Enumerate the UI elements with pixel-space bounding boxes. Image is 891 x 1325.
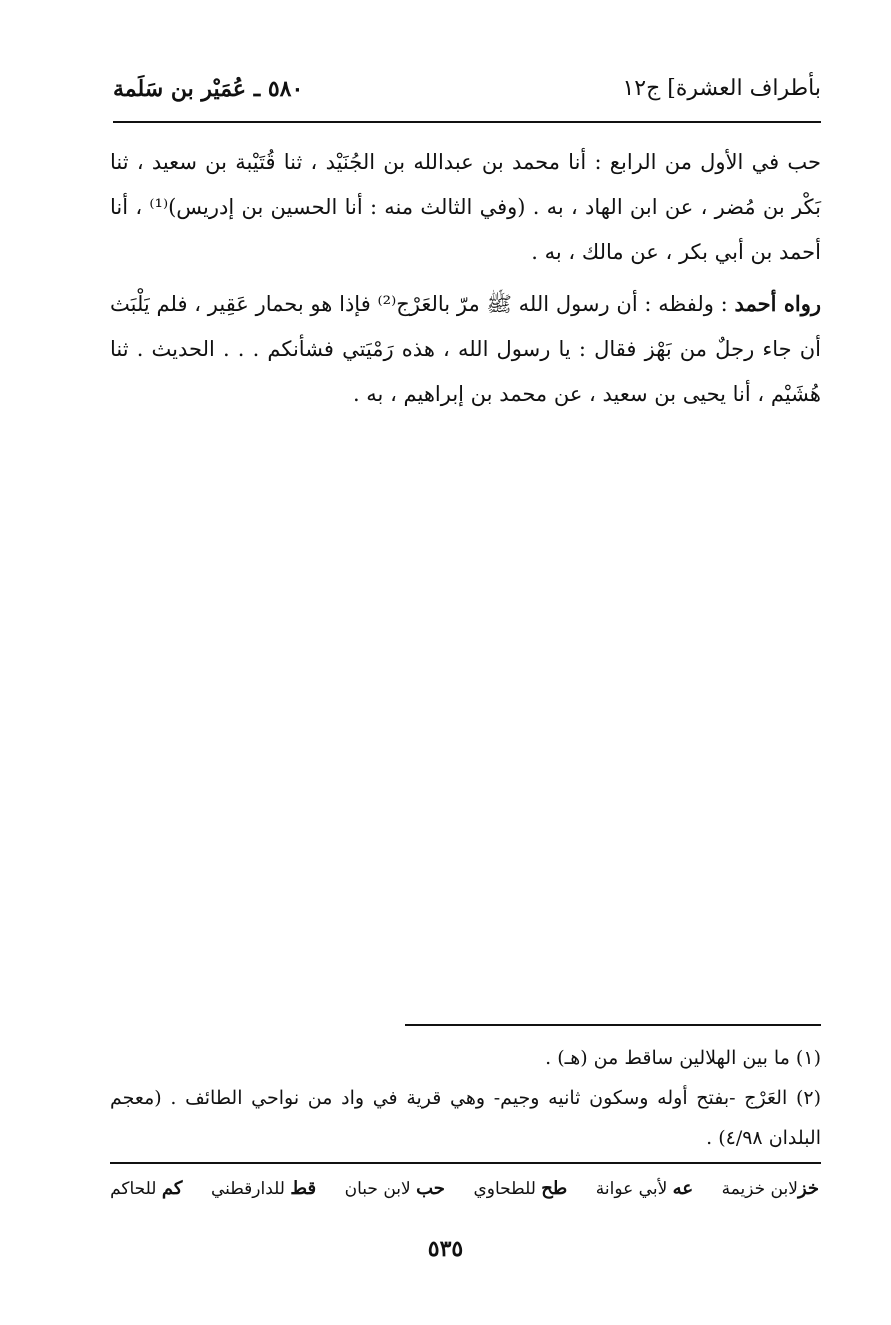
- footnote-rule: [405, 1024, 821, 1026]
- paragraph-2-lead: رواه أحمد: [734, 291, 821, 316]
- running-header-book: بأطراف العشرة] ج١٢: [622, 76, 821, 101]
- sources-rule: [110, 1162, 821, 1164]
- footnotes: [110, 1038, 821, 1158]
- source-item: [110, 1178, 182, 1199]
- paragraph-2: [110, 281, 821, 417]
- source-item: [473, 1178, 567, 1199]
- source-label: لأبي عوانة: [595, 1179, 668, 1199]
- source-code: طح: [541, 1178, 568, 1199]
- source-item: [211, 1178, 316, 1199]
- source-code: حب: [416, 1178, 445, 1199]
- paragraph-2-text: : ولفظه : أن رسول الله ﷺ مرّ بالعَرْج⁽²⁾ فإذا هو بحمار عَقِير ، فلم يَلْبَث أن جاء رجلٌ من بَهْز فقال : يا رسول الله ، هذه رَمْيَتي فشأنكم . . . الحديث . ثنا هُشَيْم ، أنا يحيى بن سعيد ، عن محمد بن إبراهيم ، به .: [110, 292, 821, 406]
- header-rule: [113, 121, 821, 123]
- source-label: لابن خزيمة: [721, 1179, 798, 1199]
- running-header-entry: ٥٨٠ ـ عُمَيْر بن سَلَمة: [113, 76, 304, 102]
- source-label: للدارقطني: [210, 1179, 285, 1199]
- footnote-2: (٢) العَرْج -بفتح أوله وسكون ثانيه وجيم- وهي قرية في واد من نواحي الطائف . (معجم البلدان ٤/٩٨) .: [110, 1087, 821, 1149]
- sources-key: [110, 1178, 819, 1199]
- source-code: عه: [672, 1178, 694, 1199]
- page-number: ٥٣٥: [427, 1236, 464, 1262]
- paragraph-1: حب في الأول من الرابع : أنا محمد بن عبدالله بن الجُنَيْد ، ثنا قُتَيْبة بن سعيد ، ثنا بَكْر بن مُضر ، عن ابن الهاد ، به . (وفي الثالث منه : أنا الحسين بن إدريس)⁽¹⁾ ، أنا أحمد بن أبي بكر ، عن مالك ، به .: [110, 150, 821, 264]
- source-label: للطحاوي: [473, 1179, 536, 1199]
- source-code: كم: [161, 1178, 183, 1199]
- source-code: خز: [797, 1178, 819, 1199]
- source-label: للحاكم: [110, 1179, 157, 1199]
- source-code: قط: [290, 1178, 317, 1199]
- source-item: [596, 1178, 693, 1199]
- footnote-1: (١) ما بين الهلالين ساقط من (هـ) .: [545, 1047, 821, 1069]
- main-text: [110, 140, 821, 417]
- source-item: [722, 1178, 819, 1199]
- source-label: لابن حبان: [344, 1179, 411, 1199]
- source-item: [345, 1178, 445, 1199]
